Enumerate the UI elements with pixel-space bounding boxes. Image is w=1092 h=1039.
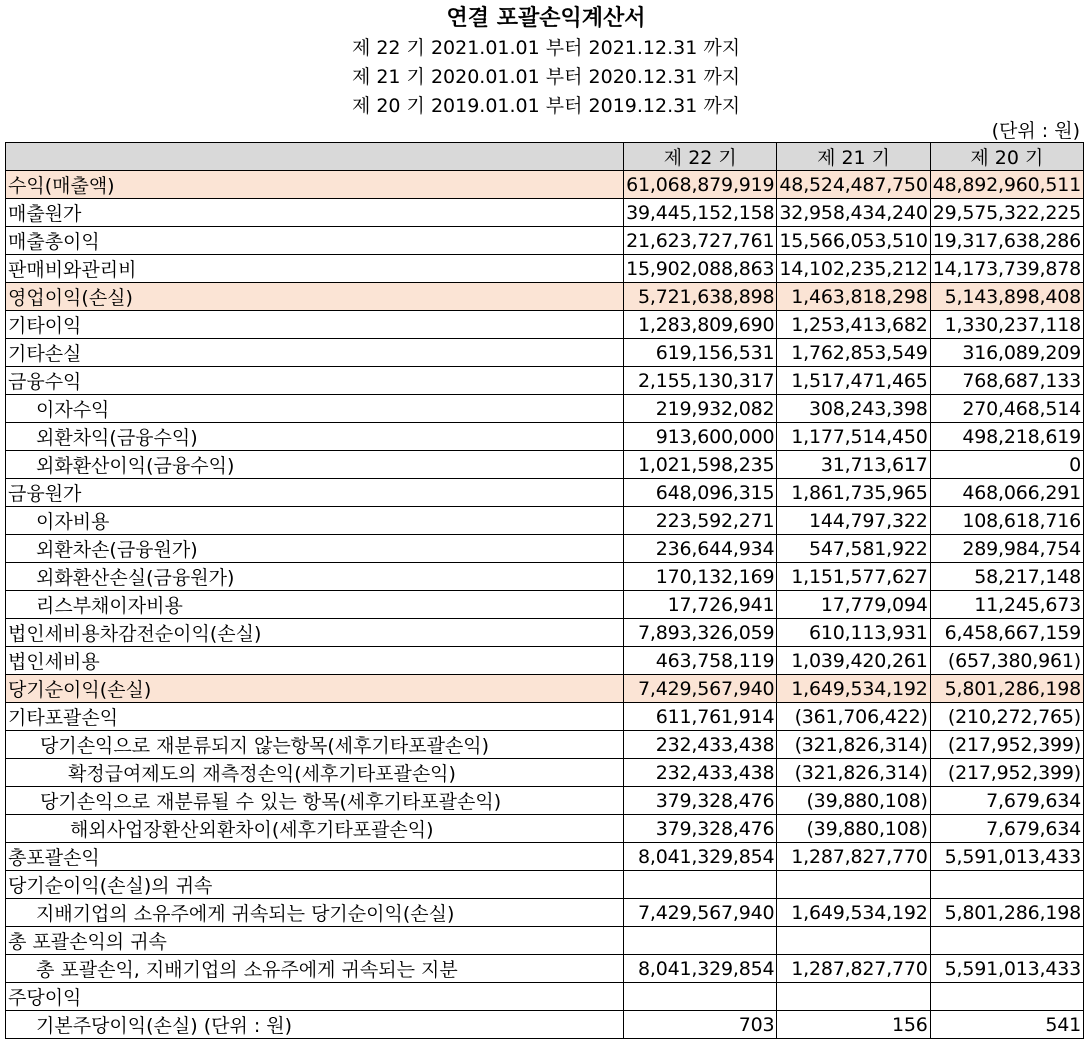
table-row (6, 675, 1084, 703)
row-value-col2: (361,706,422) (777, 703, 930, 731)
row-value-col3: 11,245,673 (930, 591, 1083, 619)
row-value-col1 (624, 871, 777, 899)
table-row (6, 227, 1084, 255)
row-label: 법인세비용차감전순이익(손실) (6, 619, 624, 647)
table-row (6, 171, 1084, 199)
row-label: 매출원가 (6, 199, 624, 227)
row-value-col2: 1,253,413,682 (777, 311, 930, 339)
row-value-col2 (777, 871, 930, 899)
row-value-col1: 7,429,567,940 (624, 899, 777, 927)
header-period-21: 제 21 기 (777, 143, 930, 171)
row-value-col3: 7,679,634 (930, 787, 1083, 815)
row-value-col1: 913,600,000 (624, 423, 777, 451)
table-row (6, 311, 1084, 339)
row-value-col1: 232,433,438 (624, 759, 777, 787)
row-value-col2: 1,287,827,770 (777, 955, 930, 983)
table-row (6, 843, 1084, 871)
row-value-col3: 29,575,322,225 (930, 199, 1083, 227)
row-label: 금융원가 (6, 479, 624, 507)
row-label: 외환차손(금융원가) (6, 535, 624, 563)
row-value-col2: 17,779,094 (777, 591, 930, 619)
row-value-col3 (930, 871, 1083, 899)
period-line-3: 제 20 기 2019.01.01 부터 2019.12.31 까지 (351, 95, 741, 117)
row-value-col1: 2,155,130,317 (624, 367, 777, 395)
row-value-col1: 611,761,914 (624, 703, 777, 731)
table-row (6, 759, 1084, 787)
row-value-col3: 289,984,754 (930, 535, 1083, 563)
row-value-col2: 547,581,922 (777, 535, 930, 563)
row-value-col3: 14,173,739,878 (930, 255, 1083, 283)
row-value-col2: 1,762,853,549 (777, 339, 930, 367)
table-row (6, 899, 1084, 927)
row-value-col2: 14,102,235,212 (777, 255, 930, 283)
table-row (6, 927, 1084, 955)
table-row (6, 339, 1084, 367)
row-label: 리스부채이자비용 (6, 591, 624, 619)
row-value-col2 (777, 927, 930, 955)
row-value-col2: 31,713,617 (777, 451, 930, 479)
table-row (6, 255, 1084, 283)
row-label: 기타이익 (6, 311, 624, 339)
row-value-col1: 170,132,169 (624, 563, 777, 591)
row-value-col1: 1,021,598,235 (624, 451, 777, 479)
row-value-col3: 48,892,960,511 (930, 171, 1083, 199)
row-label: 외환차익(금융수익) (6, 423, 624, 451)
row-value-col1 (624, 983, 777, 1011)
row-value-col1: 648,096,315 (624, 479, 777, 507)
row-value-col3: 5,801,286,198 (930, 899, 1083, 927)
row-label: 당기손익으로 재분류될 수 있는 항목(세후기타포괄손익) (6, 787, 624, 815)
table-row (6, 619, 1084, 647)
income-statement-table (5, 142, 1084, 1039)
row-value-col1: 7,893,326,059 (624, 619, 777, 647)
table-row (6, 451, 1084, 479)
row-value-col3: 5,591,013,433 (930, 955, 1083, 983)
header-label (6, 143, 624, 171)
table-row (6, 479, 1084, 507)
row-label: 외화환산손실(금융원가) (6, 563, 624, 591)
row-value-col1: 619,156,531 (624, 339, 777, 367)
row-value-col2: 1,177,514,450 (777, 423, 930, 451)
row-value-col1: 379,328,476 (624, 787, 777, 815)
row-value-col2: 1,861,735,965 (777, 479, 930, 507)
table-row (6, 283, 1084, 311)
row-value-col3 (930, 983, 1083, 1011)
table-row (6, 983, 1084, 1011)
row-value-col2: 1,649,534,192 (777, 899, 930, 927)
header-row (6, 143, 1084, 171)
row-value-col1: 8,041,329,854 (624, 843, 777, 871)
row-label: 기타포괄손익 (6, 703, 624, 731)
row-label: 법인세비용 (6, 647, 624, 675)
row-value-col3: 19,317,638,286 (930, 227, 1083, 255)
row-value-col1: 219,932,082 (624, 395, 777, 423)
table-row (6, 955, 1084, 983)
row-value-col1: 17,726,941 (624, 591, 777, 619)
table-row (6, 367, 1084, 395)
row-value-col2: 1,517,471,465 (777, 367, 930, 395)
row-value-col2: (321,826,314) (777, 759, 930, 787)
row-value-col2 (777, 983, 930, 1011)
row-label: 총 포괄손익의 귀속 (6, 927, 624, 955)
row-value-col2: (321,826,314) (777, 731, 930, 759)
row-value-col2: 1,151,577,627 (777, 563, 930, 591)
row-value-col3: 468,066,291 (930, 479, 1083, 507)
row-value-col1: 703 (624, 1011, 777, 1039)
row-value-col2: 15,566,053,510 (777, 227, 930, 255)
row-value-col1: 61,068,879,919 (624, 171, 777, 199)
table-row (6, 787, 1084, 815)
row-value-col1: 223,592,271 (624, 507, 777, 535)
row-label: 주당이익 (6, 983, 624, 1011)
row-label: 확정급여제도의 재측정손익(세후기타포괄손익) (6, 759, 624, 787)
row-value-col3: 108,618,716 (930, 507, 1083, 535)
header-period-22: 제 22 기 (624, 143, 777, 171)
row-label: 해외사업장환산외환차이(세후기타포괄손익) (6, 815, 624, 843)
row-label: 기본주당이익(손실) (단위 : 원) (6, 1011, 624, 1039)
row-value-col2: 308,243,398 (777, 395, 930, 423)
row-value-col2: 1,287,827,770 (777, 843, 930, 871)
table-row (6, 423, 1084, 451)
row-value-col1: 5,721,638,898 (624, 283, 777, 311)
row-value-col1: 463,758,119 (624, 647, 777, 675)
row-label: 외화환산이익(금융수익) (6, 451, 624, 479)
table-row (6, 591, 1084, 619)
row-value-col1: 21,623,727,761 (624, 227, 777, 255)
row-value-col3: 6,458,667,159 (930, 619, 1083, 647)
row-value-col2: 32,958,434,240 (777, 199, 930, 227)
table-row (6, 535, 1084, 563)
row-value-col2: 1,039,420,261 (777, 647, 930, 675)
row-label: 영업이익(손실) (6, 283, 624, 311)
row-value-col1: 236,644,934 (624, 535, 777, 563)
row-value-col2: 156 (777, 1011, 930, 1039)
row-value-col3: 1,330,237,118 (930, 311, 1083, 339)
table-row (6, 563, 1084, 591)
row-value-col1: 379,328,476 (624, 815, 777, 843)
row-value-col1: 1,283,809,690 (624, 311, 777, 339)
row-value-col3: 0 (930, 451, 1083, 479)
row-value-col2: 144,797,322 (777, 507, 930, 535)
row-label: 금융수익 (6, 367, 624, 395)
row-label: 수익(매출액) (6, 171, 624, 199)
row-value-col2: 1,463,818,298 (777, 283, 930, 311)
row-value-col3: 768,687,133 (930, 367, 1083, 395)
row-label: 기타손실 (6, 339, 624, 367)
row-value-col2: (39,880,108) (777, 815, 930, 843)
period-line-1: 제 22 기 2021.01.01 부터 2021.12.31 까지 (351, 37, 741, 59)
row-value-col3: 5,591,013,433 (930, 843, 1083, 871)
table-row (6, 871, 1084, 899)
row-value-col3: 541 (930, 1011, 1083, 1039)
row-value-col3: 5,801,286,198 (930, 675, 1083, 703)
header-period-20: 제 20 기 (930, 143, 1083, 171)
row-value-col3: 270,468,514 (930, 395, 1083, 423)
row-label: 판매비와관리비 (6, 255, 624, 283)
period-line-2: 제 21 기 2020.01.01 부터 2020.12.31 까지 (351, 66, 741, 88)
row-value-col1: 39,445,152,158 (624, 199, 777, 227)
table-row (6, 507, 1084, 535)
table-row (6, 199, 1084, 227)
page-title: 연결 포괄손익계산서 (446, 6, 646, 31)
row-value-col3: 58,217,148 (930, 563, 1083, 591)
row-label: 당기순이익(손실)의 귀속 (6, 871, 624, 899)
row-value-col2: (39,880,108) (777, 787, 930, 815)
row-value-col1: 232,433,438 (624, 731, 777, 759)
row-value-col3: 316,089,209 (930, 339, 1083, 367)
row-value-col3: 498,218,619 (930, 423, 1083, 451)
row-label: 당기순이익(손실) (6, 675, 624, 703)
row-value-col3: (217,952,399) (930, 759, 1083, 787)
row-value-col3: 5,143,898,408 (930, 283, 1083, 311)
row-label: 이자수익 (6, 395, 624, 423)
row-value-col3: (210,272,765) (930, 703, 1083, 731)
row-value-col3: (217,952,399) (930, 731, 1083, 759)
table-row (6, 395, 1084, 423)
row-label: 당기손익으로 재분류되지 않는항목(세후기타포괄손익) (6, 731, 624, 759)
row-value-col2: 610,113,931 (777, 619, 930, 647)
row-label: 총 포괄손익, 지배기업의 소유주에게 귀속되는 지분 (6, 955, 624, 983)
row-value-col2: 1,649,534,192 (777, 675, 930, 703)
row-value-col3: 7,679,634 (930, 815, 1083, 843)
row-label: 총포괄손익 (6, 843, 624, 871)
table-row (6, 703, 1084, 731)
row-value-col3: (657,380,961) (930, 647, 1083, 675)
row-label: 매출총이익 (6, 227, 624, 255)
row-label: 이자비용 (6, 507, 624, 535)
table-row (6, 815, 1084, 843)
row-value-col1: 8,041,329,854 (624, 955, 777, 983)
row-value-col1 (624, 927, 777, 955)
row-label: 지배기업의 소유주에게 귀속되는 당기순이익(손실) (6, 899, 624, 927)
row-value-col2: 48,524,487,750 (777, 171, 930, 199)
row-value-col3 (930, 927, 1083, 955)
unit-label: (단위 : 원) (991, 120, 1080, 142)
table-row (6, 647, 1084, 675)
row-value-col1: 15,902,088,863 (624, 255, 777, 283)
table-row (6, 731, 1084, 759)
table-row (6, 1011, 1084, 1039)
row-value-col1: 7,429,567,940 (624, 675, 777, 703)
